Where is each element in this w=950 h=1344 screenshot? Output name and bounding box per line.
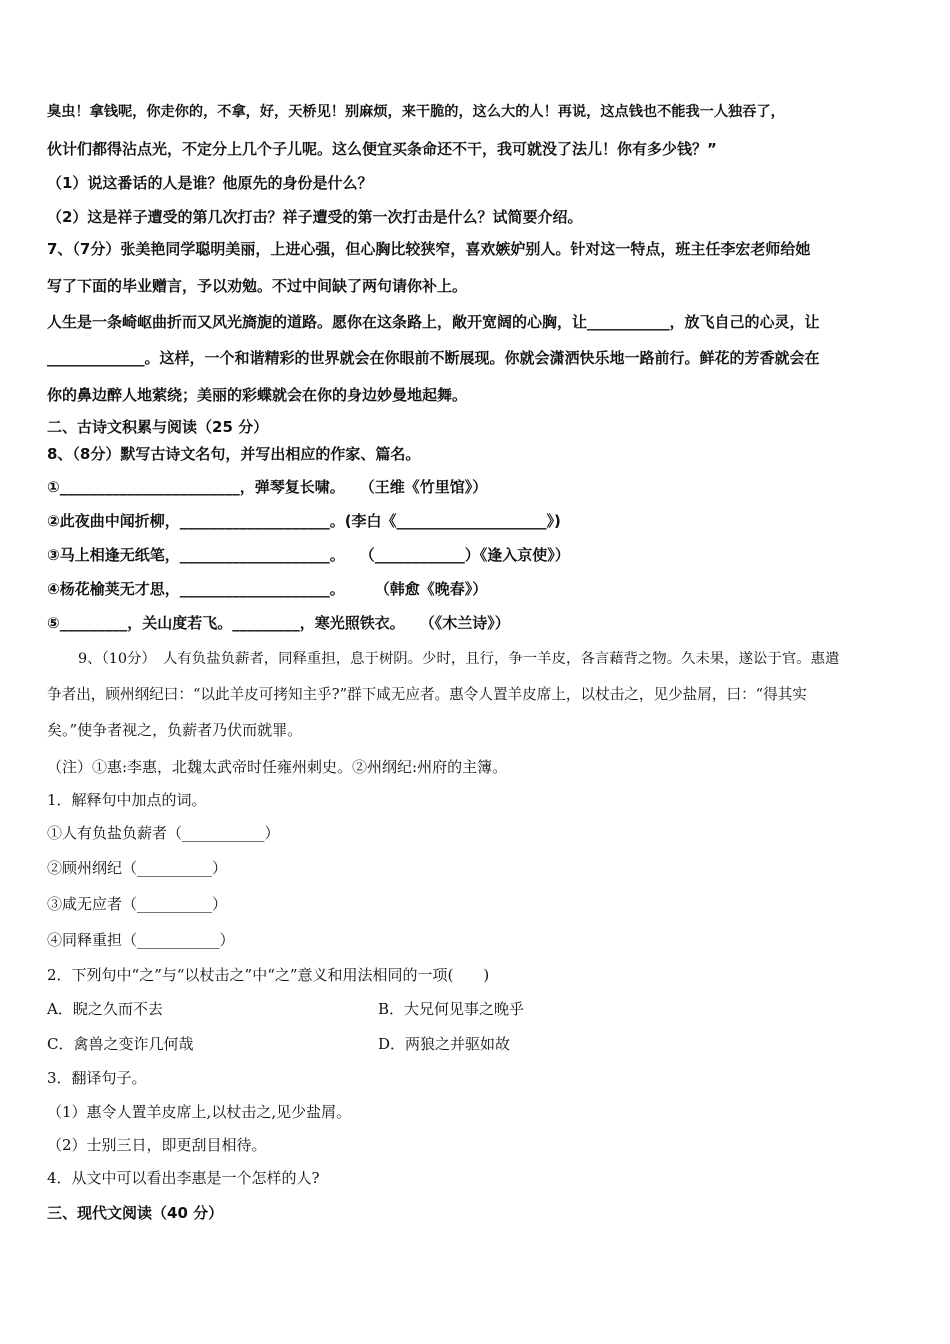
question-item: （1）说这番话的人是谁？他原先的身份是什么？ — [47, 174, 373, 192]
question-9-passage: 9、（10分） 人有负盐负薪者，同释重担，息于树阴。少时，且行，争一羊皮，各言藉背之物。久未果，遂讼于官。惠遣 — [78, 651, 840, 667]
option-b: B．大兄何见事之晚乎 — [378, 1000, 525, 1018]
question-7-prompt: 7、（7分）张美艳同学聪明美丽，上进心强，但心胸比较狭窄，喜欢嫉妒别人。针对这一特点，班主任李宏老师给她 — [47, 240, 811, 258]
question-7-passage: 人生是一条崎岖曲折而又风光旖旎的道路。愿你在这条路上，敞开宽阔的心胸，让___________，放飞自己的心灵，让 — [47, 313, 820, 331]
question-9-note: （注）①惠:李惠，北魏太武帝时任雍州刺史。②州纲纪:州府的主簿。 — [47, 758, 508, 776]
section-heading: 三、现代文阅读（40 分） — [47, 1204, 224, 1222]
translation-item: （1）惠令人置羊皮席上,以杖击之,见少盐屑。 — [47, 1103, 352, 1121]
question-7-prompt: 写了下面的毕业赠言，予以劝勉。不过中间缺了两句请你补上。 — [47, 277, 468, 295]
poem-fill-item: ⑤_________，关山度若飞。_________，寒光照铁衣。 （《木兰诗》） — [47, 614, 510, 632]
sub-question: 1．解释句中加点的词。 — [47, 791, 207, 809]
sub-question: 4．从文中可以看出李惠是一个怎样的人? — [47, 1169, 320, 1187]
translation-item: （2）士别三日，即更刮目相待。 — [47, 1136, 267, 1154]
option-d: D．两狼之并驱如故 — [378, 1035, 511, 1053]
question-9-passage: 矣。”使争者视之，负薪者乃伏而就罪。 — [47, 721, 303, 739]
question-item: （2）这是祥子遭受的第几次打击？祥子遭受的第一次打击是什么？试简要介绍。 — [47, 208, 583, 226]
option-a: A．睨之久而不去 — [47, 1000, 163, 1018]
sub-question: 3．翻译句子。 — [47, 1069, 147, 1087]
section-heading: 二、古诗文积累与阅读（25 分） — [47, 418, 269, 436]
poem-fill-item: ④杨花榆荚无才思，____________________。 （韩愈《晚春》） — [47, 580, 488, 598]
poem-fill-item: ①________________________，弹琴复长啸。 （王维《竹里馆》） — [47, 478, 488, 496]
question-7-passage: _____________。这样，一个和谐精彩的世界就会在你眼前不断展现。你就会潇洒快乐地一路前行。鲜花的芳香就会在 — [47, 349, 820, 367]
passage-line: 臭虫！拿钱呢，你走你的，不拿，好，天桥见！别麻烦，来干脆的，这么大的人！再说，这点钱也不能我一人独吞了， — [47, 104, 785, 120]
option-c: C．禽兽之变诈几何哉 — [47, 1035, 194, 1053]
poem-fill-item: ②此夜曲中闻折柳，____________________。(李白《____________________》) — [47, 512, 561, 530]
question-7-passage: 你的鼻边醉人地萦绕；美丽的彩蝶就会在你的身边妙曼地起舞。 — [47, 386, 468, 404]
question-9-passage: 争者出，顾州纲纪曰：“以此羊皮可拷知主乎?”群下咸无应者。惠令人置羊皮席上，以杖击之，见少盐屑，曰：“得其实 — [47, 686, 807, 703]
poem-fill-item: ③马上相逢无纸笔，____________________。 （____________）《逢入京使》） — [47, 546, 570, 564]
word-item: ②顾州纲纪（__________） — [47, 859, 228, 877]
sub-question: 2．下列句中“之”与“以杖击之”中“之”意义和用法相同的一项( ) — [47, 966, 490, 984]
word-item: ①人有负盐负薪者（___________） — [47, 824, 280, 842]
question-8-title: 8、（8分）默写古诗文名句，并写出相应的作家、篇名。 — [47, 445, 421, 463]
word-item: ③咸无应者（__________） — [47, 895, 228, 913]
passage-line: 伙计们都得沾点光，不定分上几个子儿呢。这么便宜买条命还不干，我可就没了法儿！你有多少钱？” — [47, 140, 717, 158]
word-item: ④同释重担（___________） — [47, 931, 235, 949]
